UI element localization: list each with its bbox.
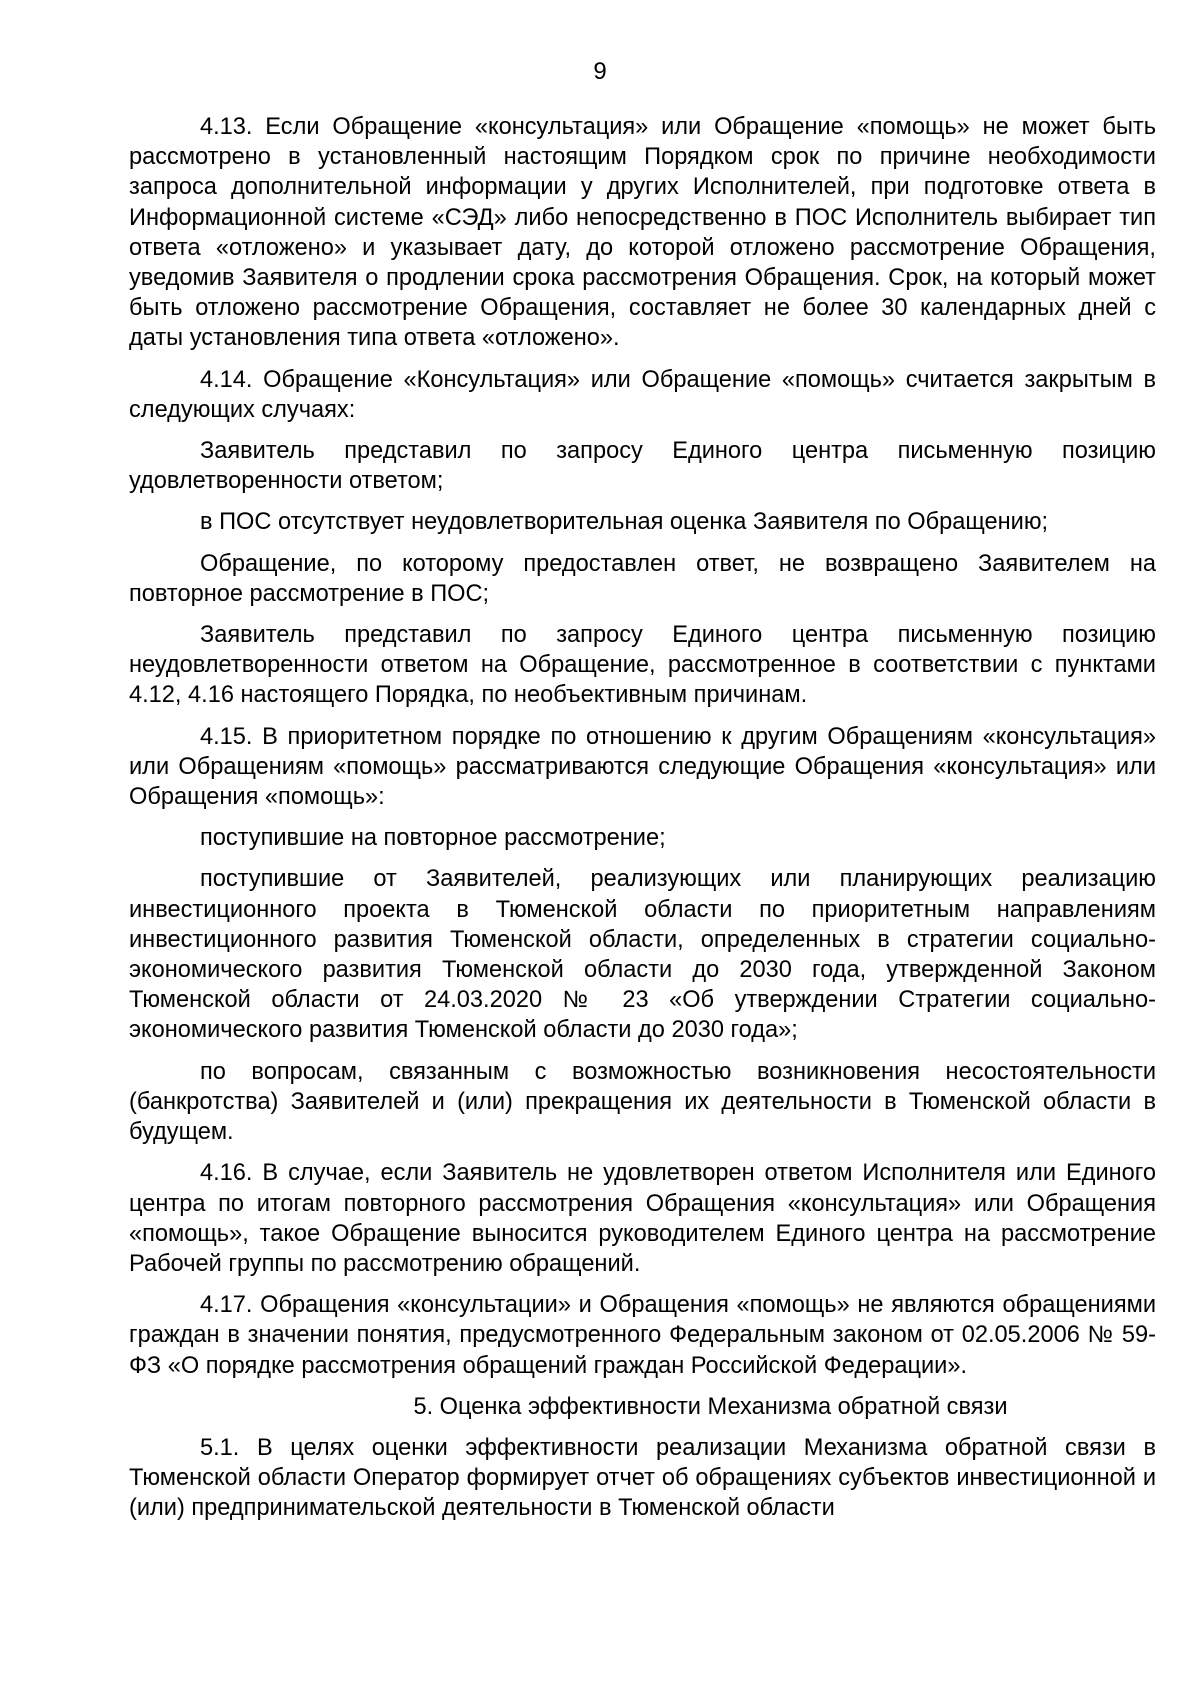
paragraph-4-17: 4.17. Обращения «консультации» и Обращения «помощь» не являются обращениями граждан в значении понятия, предусмотренного Федеральным законом от 02.05.2006 № 59-ФЗ «О порядке рассмотрения обращений граждан Российской Федерации».: [129, 1292, 1156, 1379]
paragraph-4-16: 4.16. В случае, если Заявитель не удовлетворен ответом Исполнителя или Единого центра по итогам повторного рассмотрения Обращения «консультация» или Обращения «помощь», такое Обращение выносится руководителем Единого центра на рассмотрение Рабочей группы по рассмотрению обращений.: [129, 1160, 1156, 1277]
page-number: 9: [593, 58, 607, 85]
paragraph-4-14-case-2: в ПОС отсутствует неудовлетворительная оценка Заявителя по Обращению;: [200, 509, 1049, 536]
paragraph-4-14-case-4: Заявитель представил по запросу Единого центра письменную позицию неудовлетворенности ответом на Обращение, рассмотренное в соответствии с пунктами 4.12, 4.16 настоящего Порядка, по необъективным причинам.: [129, 622, 1156, 709]
paragraph-5-1: 5.1. В целях оценки эффективности реализации Механизма обратной связи в Тюменской области Оператор формирует отчет об обращениях субъектов инвестиционной и (или) предпринимательской деятельности в Тюменской области: [129, 1434, 1156, 1522]
paragraph-4-15-item-3: по вопросам, связанным с возможностью возникновения несостоятельности (банкротства) Заявителей и (или) прекращения их деятельности в Тюменской области в будущем.: [129, 1058, 1156, 1146]
document-body: [129, 112, 1156, 1524]
paragraph-4-14: 4.14. Обращение «Консультация» или Обращение «помощь» считается закрытым в следующих случаях:: [129, 366, 1156, 423]
section-5-heading: 5. Оценка эффективности Механизма обратной связи: [413, 1393, 1008, 1420]
paragraph-4-15-item-1: поступившие на повторное рассмотрение;: [200, 825, 666, 852]
paragraph-4-14-case-3: Обращение, по которому предоставлен ответ, не возвращено Заявителем на повторное рассмотрение в ПОС;: [129, 550, 1156, 607]
paragraph-4-14-case-1: Заявитель представил по запросу Единого центра письменную позицию удовлетворенности ответом;: [129, 438, 1156, 495]
paragraph-4-15: 4.15. В приоритетном порядке по отношению к другим Обращениям «консультация» или Обращениям «помощь» рассматриваются следующие Обращения «консультация» или Обращения «помощь»:: [129, 723, 1156, 811]
paragraph-4-13: 4.13. Если Обращение «консультация» или Обращение «помощь» не может быть рассмотрено в установленный настоящим Порядком срок по причине необходимости запроса дополнительной информации у других Исполнителей, при подготовке ответа в Информационной системе «СЭД» либо непосредственно в ПОС Исполнитель выбирает тип ответа «отложено» и указывает дату, до которой отложено рассмотрение Обращения, уведомив Заявителя о продлении срока рассмотрения Обращения. Срок, на который может быть отложено рассмотрение Обращения, составляет не более 30 календарных дней с даты установления типа ответа «отложено».: [129, 114, 1156, 352]
paragraph-4-15-item-2: поступившие от Заявителей, реализующих или планирующих реализацию инвестиционного проекта в Тюменской области по приоритетным направлениям инвестиционного развития Тюменской области, определенных в стратегии социально-экономического развития Тюменской области до 2030 года, утвержденной Законом Тюменской области от 24.03.2020 № 23 «Об утверждении Стратегии социально-экономического развития Тюменской области до 2030 года»;: [129, 866, 1156, 1044]
